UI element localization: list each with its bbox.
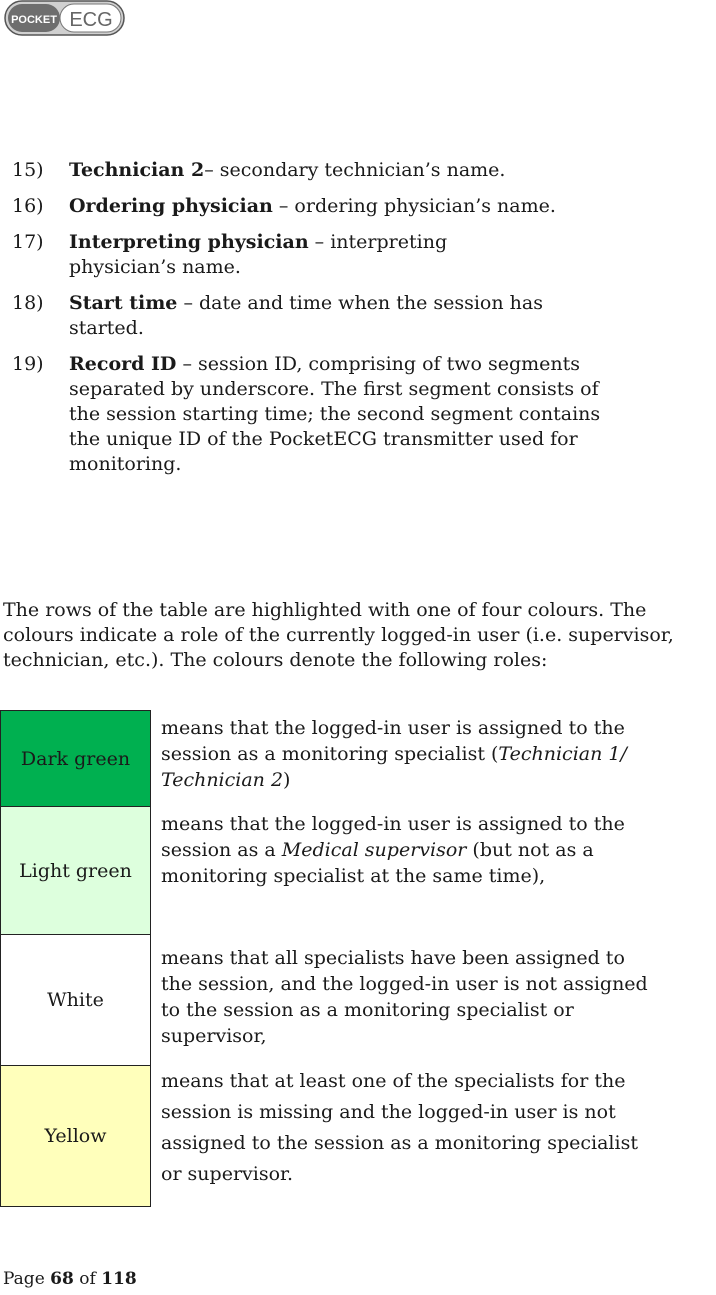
role-description — [151, 1066, 662, 1207]
item-term: Ordering physician — [69, 195, 273, 217]
table-row — [1, 1066, 662, 1207]
desc-text: means that the logged-in user is assigned to the session as a monitoring specialist ( — [161, 716, 625, 765]
footer-of: of — [73, 1269, 102, 1289]
footer-prefix: Page — [3, 1269, 51, 1289]
role-description — [151, 935, 662, 1066]
item-sep: – — [308, 231, 325, 253]
desc-text: means that all specialists have been assigned to the session, and the logged-in user is not assigned to the session as a monitoring specialist or supervisor, — [161, 946, 648, 1047]
item-sep: – — [177, 292, 193, 314]
role-description — [151, 807, 662, 935]
item-text: ordering physician’s name. — [288, 195, 556, 217]
list-item — [12, 158, 632, 183]
desc-text: means that the logged-in user is assigned to the session as a — [161, 812, 625, 861]
field-list — [12, 158, 632, 477]
item-term: Technician 2 — [69, 159, 205, 181]
item-text: date and time when the session has started. — [69, 292, 543, 339]
item-text: session ID, comprising of two segments separated by underscore. The first segment consists of the session starting time; the second segment contains the unique ID of the PocketECG transmitter used for monitoring. — [69, 353, 601, 475]
item-term: Start time — [69, 292, 178, 314]
item-sep: – — [204, 159, 214, 181]
item-sep: – — [176, 353, 192, 375]
item-sep: – — [272, 195, 289, 217]
logo-text-right: ECG — [69, 9, 113, 31]
page-total: 118 — [101, 1269, 137, 1289]
item-term: Record ID — [69, 353, 177, 375]
item-number: 19) — [12, 353, 44, 375]
page-number: 68 — [50, 1269, 74, 1289]
desc-text-end: ) — [283, 768, 291, 791]
item-number: 18) — [12, 292, 44, 314]
table-row — [1, 807, 662, 935]
yellow-swatch: Yellow — [1, 1066, 151, 1207]
logo-text-left: POCKET — [11, 14, 57, 26]
role-description — [151, 711, 662, 807]
desc-text: means that at least one of the specialists for the session is missing and the logged-in user is not assigned to the session as a monitoring specialist or supervisor. — [161, 1069, 638, 1185]
desc-text-end: (but not as a monitoring specialist at the same time), — [161, 838, 594, 887]
role-colors-table — [0, 710, 662, 1207]
item-text: secondary technician’s name. — [213, 159, 506, 181]
desc-italic: Medical supervisor — [281, 838, 467, 861]
roles-intro-paragraph: The rows of the table are highlighted with one of four colours. The colours indicate a role of the currently logged-in user (i.e. supervisor, technician, etc.). The colours denote the following roles: — [3, 599, 674, 671]
white-swatch: White — [1, 935, 151, 1066]
pocketecg-logo — [4, 0, 125, 38]
table-row — [1, 935, 662, 1066]
list-item — [12, 352, 609, 477]
item-number: 16) — [12, 195, 44, 217]
list-item — [12, 194, 632, 219]
light-green-swatch: Light green — [1, 807, 151, 935]
item-text: interpreting physician’s name. — [69, 231, 448, 278]
dark-green-swatch: Dark green — [1, 711, 151, 807]
table-row — [1, 711, 662, 807]
list-item — [12, 230, 547, 280]
page-footer — [3, 1269, 137, 1289]
list-item — [12, 291, 547, 341]
item-term: Interpreting physician — [69, 231, 309, 253]
item-number: 15) — [12, 159, 44, 181]
desc-italic: Technician 1/ Technician 2 — [161, 742, 627, 791]
item-number: 17) — [12, 231, 44, 253]
